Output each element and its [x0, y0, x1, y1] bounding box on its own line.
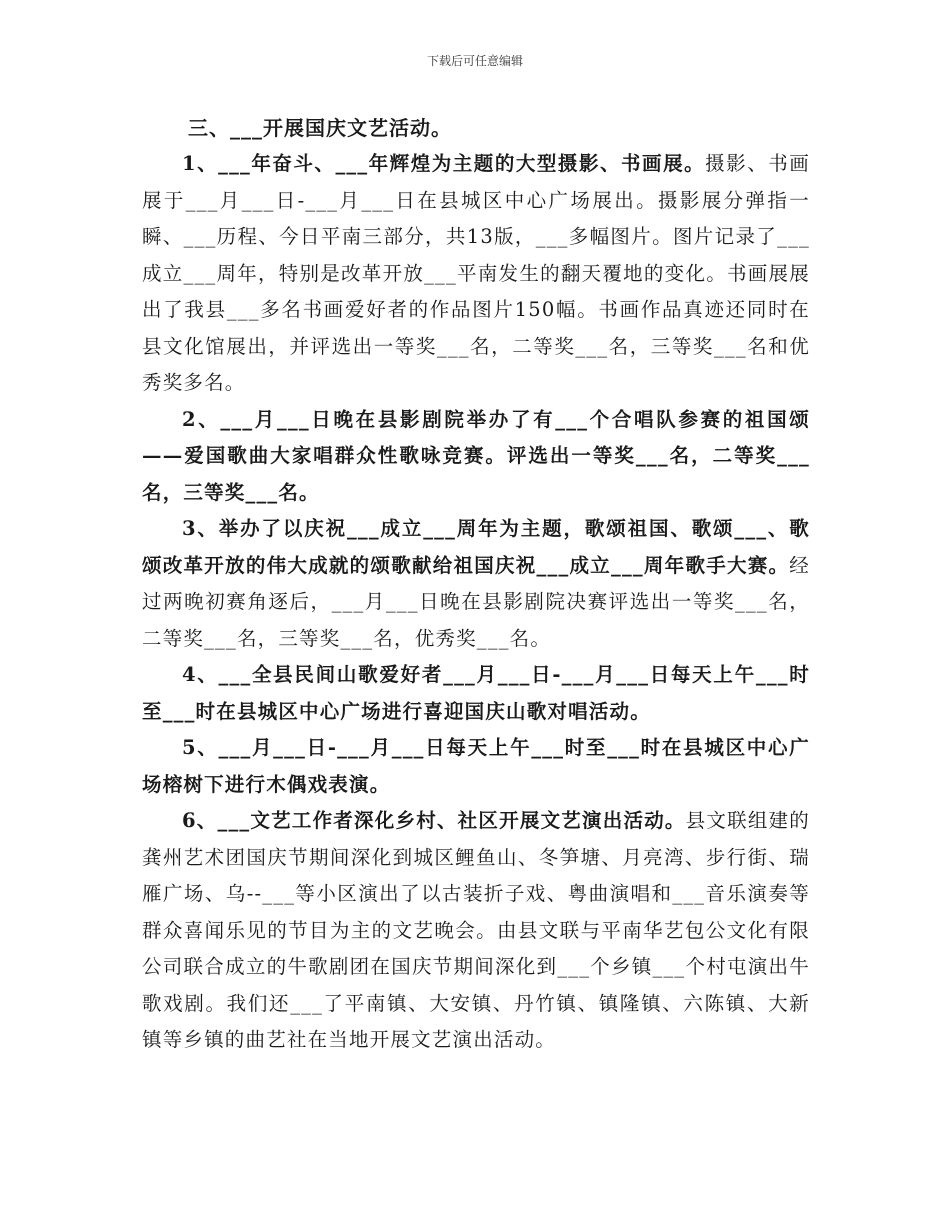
- page-header: 下载后可任意编辑: [426, 54, 523, 68]
- paragraph-4-lead: 4、___全县民间山歌爱好者___月___日-___月___日每天上午___时至___时在县城区中心广场进行喜迎国庆山歌对唱活动。: [142, 663, 810, 723]
- paragraph-1: [142, 146, 810, 402]
- paragraph-3: [142, 511, 810, 657]
- paragraph-5-lead: 5、___月___日-___月___日每天上午___时至___时在县城区中心广场榕树下进行木偶戏表演。: [142, 736, 810, 796]
- paragraph-4: [142, 657, 810, 730]
- paragraph-6-body: 县文联组建的龚州艺术团国庆节期间深化到城区鲤鱼山、冬笋塘、月亮湾、步行街、瑞雁广场、乌--___等小区演出了以古装折子戏、粤曲演唱和___音乐演奏等群众喜闻乐见的节目为主的文艺晚会。由县文联与平南华艺包公文化有限公司联合成立的牛歌剧团在国庆节期间深化到___个乡镇___个村屯演出牛歌戏剧。我们还___了平南镇、大安镇、丹竹镇、镇隆镇、六陈镇、大新镇等乡镇的曲艺社在当地开展文艺演出活动。: [142, 809, 810, 1051]
- paragraph-3-lead: 3、举办了以庆祝___成立___周年为主题，歌颂祖国、歌颂___、歌颂改革开放的伟大成就的颂歌献给祖国庆祝___成立___周年歌手大赛。: [142, 517, 810, 577]
- paragraph-5: [142, 730, 810, 803]
- paragraph-2: [142, 402, 810, 512]
- paragraph-3-body: 经过两晚初赛角逐后，___月___日晚在县影剧院决赛评选出一等奖___名，二等奖___名，三等奖___名，优秀奖___名。: [142, 553, 810, 650]
- paragraph-6: [142, 803, 810, 1059]
- paragraph-2-lead: 2、___月___日晚在县影剧院举办了有___个合唱队参赛的祖国颂——爱国歌曲大家唱群众性歌咏竞赛。评选出一等奖___名，二等奖___名，三等奖___名。: [142, 407, 810, 504]
- paragraph-6-lead: 6、___文艺工作者深化乡村、社区开展文艺演出活动。: [182, 809, 686, 832]
- paragraph-1-body: 摄影、书画展于___月___日-___月___日在县城区中心广场展出。摄影展分弹指一瞬、___历程、今日平南三部分，共13版，___多幅图片。图片记录了___成立___周年，特别是改革开放___平南发生的翻天覆地的变化。书画展展出了我县___多名书画爱好者的作品图片150幅。书画作品真迹还同时在县文化馆展出，并评选出一等奖___名，二等奖___名，三等奖___名和优秀奖多名。: [142, 152, 810, 394]
- document-body: [142, 110, 810, 1059]
- paragraph-1-lead: 1、___年奋斗、___年辉煌为主题的大型摄影、书画展。: [182, 152, 706, 175]
- section-title: 三、___开展国庆文艺活动。: [188, 116, 452, 140]
